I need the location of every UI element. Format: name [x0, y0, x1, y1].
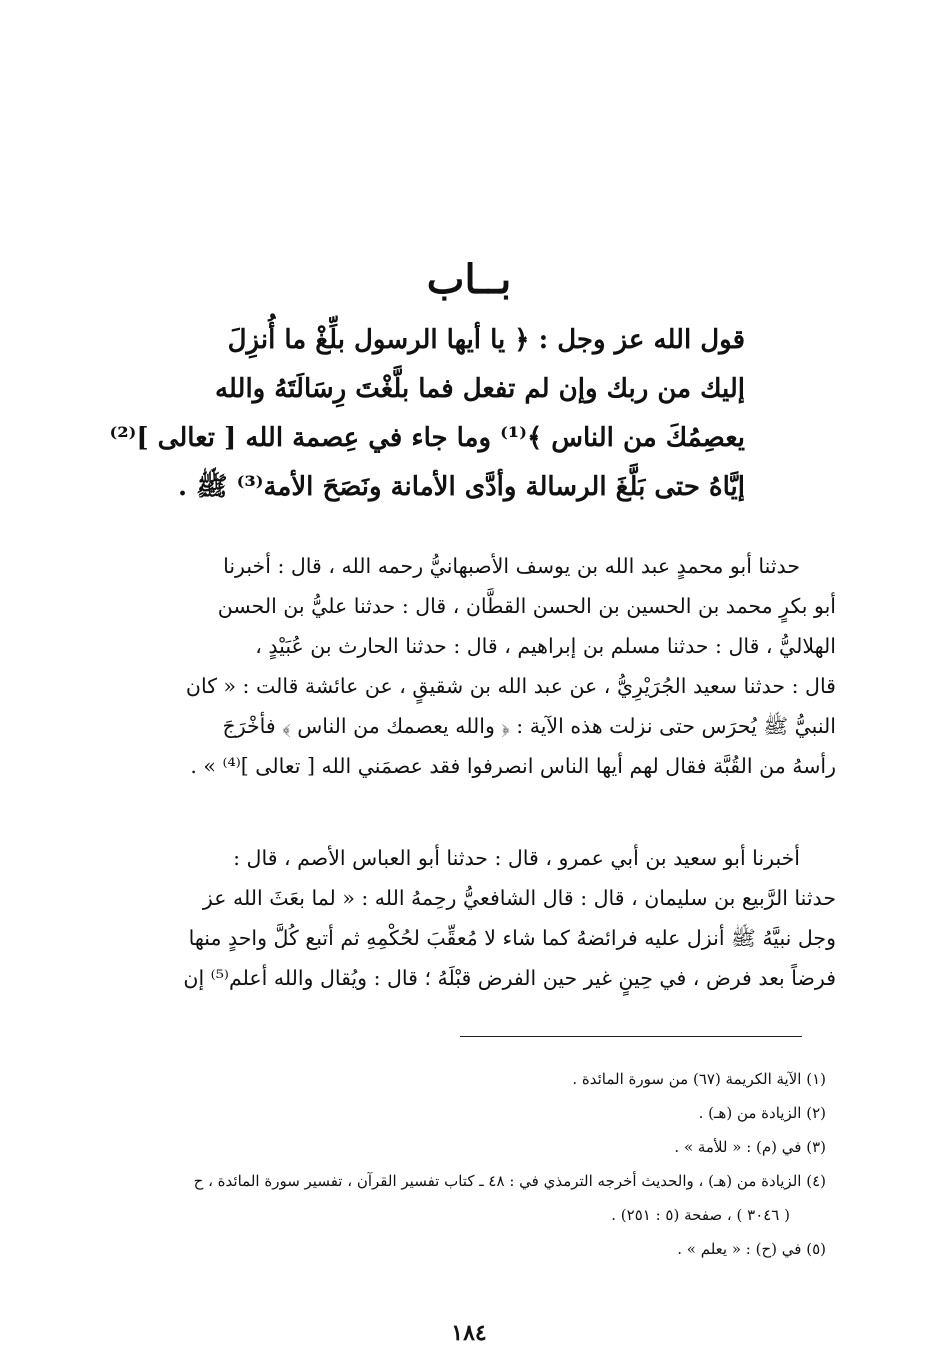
chapter-title-line: إليك من ربك وإن لم تفعل فما بلَّغْتَ رِسَالَتَهُ والله — [214, 374, 745, 404]
paragraph-line: رأسهُ من القُبَّة فقال لهم أيها الناس انصرفوا فقد عصمَني الله [ تعالى ]⁽⁴⁾ » . — [190, 754, 836, 778]
footnotes — [100, 1062, 826, 1266]
paragraph-line: الهلاليُّ ، قال : حدثنا مسلم بن إبراهيم ، قال : حدثنا الحارث بن عُبَيْدٍ ، — [255, 634, 836, 658]
chapter-title — [109, 316, 745, 512]
footnote-5: (٥) في (ح) : « يعلم » . — [677, 1240, 826, 1258]
chapter-heading: بــاب — [426, 256, 512, 303]
paragraph-line: حدثنا الرَّبيع بن سليمان ، قال : قال الشافعيُّ رحِمهُ الله : « لما بعَثَ الله عز — [202, 886, 836, 910]
paragraph-line: أخبرنا أبو سعيد بن أبي عمرو ، قال : حدثنا أبو العباس الأصم ، قال : — [233, 846, 800, 870]
paragraph-line: فرضاً بعد فرض ، في حِينٍ غير حين الفرض قبْلَهُ ؛ قال : ويُقال والله أعلم⁽⁵⁾ إن — [183, 966, 836, 990]
chapter-title-line: قول الله عز وجل : ﴿ يا أيها الرسول بلِّغْ ما أُنزِلَ — [227, 325, 745, 355]
chapter-title-line: إيَّاهُ حتى بَلَّغَ الرسالة وأدَّى الأمانة ونَصَحَ الأمة⁽³⁾ ﷺ . — [178, 472, 745, 502]
footnote-3: (٣) في (م) : « للأمة » . — [674, 1138, 826, 1156]
chapter-title-line: يعصِمُكَ من الناس ﴾⁽¹⁾ وما جاء في عِصمة الله [ تعالى ]⁽²⁾ — [109, 423, 745, 453]
footnote-4: (٤) الزيادة من (هـ) ، والحديث أخرجه الترمذي في : ٤٨ ـ كتاب تفسير القرآن ، تفسير سورة المائدة ، ح — [193, 1172, 826, 1190]
hadith-paragraph-1 — [100, 546, 836, 786]
hadith-paragraph-2 — [100, 838, 836, 998]
paragraph-line: أبو بكرٍ محمد بن الحسين بن الحسن القطَّان ، قال : حدثنا عليُّ بن الحسن — [217, 594, 836, 618]
paragraph-line: حدثنا أبو محمدٍ عبد الله بن يوسف الأصبهانيُّ رحمه الله ، قال : أخبرنا — [223, 554, 800, 578]
footnote-1: (١) الآية الكريمة (٦٧) من سورة المائدة . — [572, 1070, 826, 1088]
footnote-2: (٢) الزيادة من (هـ) . — [698, 1104, 826, 1122]
footnote-divider — [460, 1036, 802, 1037]
footnote-4-continuation: ( ٣٠٤٦ ) ، صفحة (٥ : ٢٥١) . — [611, 1206, 790, 1224]
page-number: ١٨٤ — [451, 1320, 487, 1346]
paragraph-line: قال : حدثنا سعيد الجُرَيْرِيُّ ، عن عبد الله بن شقيقٍ ، عن عائشة قالت : « كان — [185, 674, 836, 698]
paragraph-line: النبيُّ ﷺ يُحرَس حتى نزلت هذه الآية : ﴿ والله يعصمك من الناس ﴾ فأخْرَجَ — [222, 714, 836, 738]
paragraph-line: وجل نبيَّهُ ﷺ أنزل عليه فرائضهُ كما شاء لا مُعقِّبَ لحُكْمِهِ ثم أتبع كُلَّ واحدٍ منها — [188, 926, 836, 950]
